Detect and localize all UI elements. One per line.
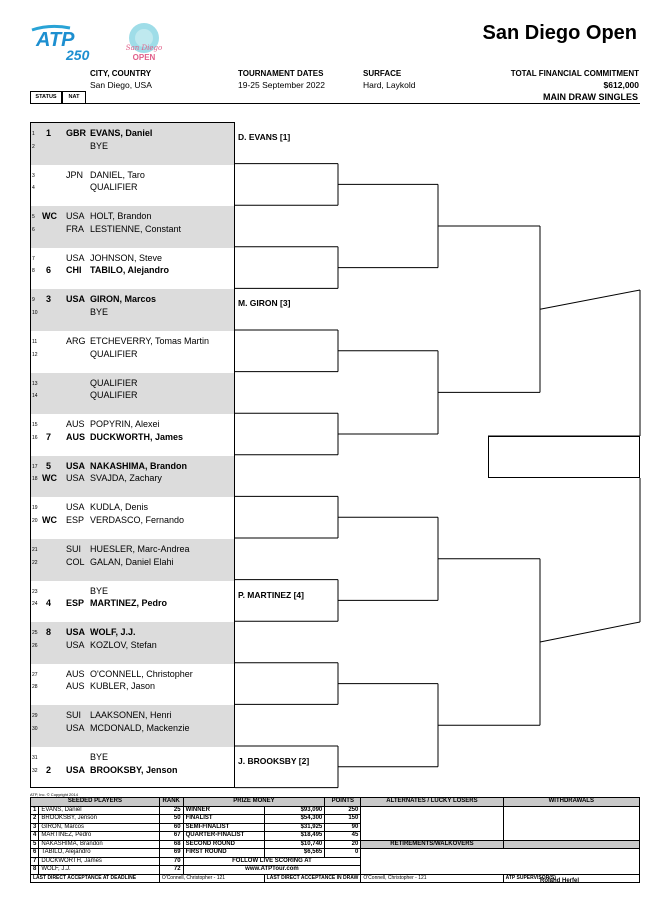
player-name: LESTIENNE, Constant: [90, 223, 182, 234]
line-number: 3: [32, 172, 35, 179]
player-nat: AUS: [66, 419, 85, 430]
live-scoring-label: FOLLOW LIVE SCORING AT: [183, 857, 361, 866]
line-number: 12: [32, 351, 38, 358]
prize-points: 150: [325, 815, 361, 824]
seed-status: 7: [46, 431, 52, 442]
seed-rank: 69: [159, 849, 183, 858]
seed-name: NAKASHIMA, Brandon: [39, 840, 160, 849]
nat-column-header: NAT: [62, 91, 86, 104]
svg-text:OPEN: OPEN: [132, 53, 156, 62]
player-name: QUALIFIER: [90, 182, 138, 193]
seed-name: MARTINEZ, Pedro: [39, 832, 160, 841]
line-number: 8: [32, 268, 35, 275]
prize-money: $18,495: [264, 832, 325, 841]
player-nat: USA: [66, 627, 86, 638]
commitment-label: TOTAL FINANCIAL COMMITMENT: [510, 69, 639, 78]
seed-number: 1: [31, 806, 39, 815]
line-number: 20: [32, 517, 38, 524]
prize-round: WINNER: [183, 806, 264, 815]
line-number: 25: [32, 630, 38, 637]
player-nat: USA: [66, 252, 85, 263]
seed-name: WOLF, J.J.: [39, 866, 160, 875]
player-name: KOZLOV, Stefan: [90, 639, 157, 650]
seed-status: 6: [46, 265, 52, 276]
line-number: 29: [32, 713, 38, 720]
seed-number: 3: [31, 823, 39, 832]
seed-rank: 70: [159, 857, 183, 866]
prize-money: $10,740: [264, 840, 325, 849]
player-name: EVANS, Daniel: [90, 128, 153, 138]
surface-label: SURFACE: [363, 69, 402, 78]
tournament-title: San Diego Open: [482, 22, 637, 44]
player-nat: USA: [66, 764, 86, 775]
player-name: MCDONALD, Mackenzie: [90, 722, 190, 733]
withdrawals-header: WITHDRAWALS: [503, 798, 639, 807]
line-number: 15: [32, 422, 38, 429]
seed-number: 5: [31, 840, 39, 849]
player-name: DUCKWORTH, James: [90, 431, 184, 442]
player-name: SVAJDA, Zachary: [90, 473, 162, 484]
city-value: San Diego, USA: [90, 80, 152, 90]
lda-draw-value: O'Connell, Christopher - 121: [361, 874, 503, 883]
player-nat: JPN: [66, 169, 84, 180]
seeded-players-header: SEEDED PLAYERS: [31, 798, 160, 807]
prize-money: $6,565: [264, 849, 325, 858]
seed-status: WC: [42, 211, 57, 222]
player-name: BYE: [90, 585, 109, 596]
player-name: BROOKSBY, Jenson: [90, 764, 178, 775]
seed-status: 4: [46, 598, 52, 609]
player-nat: CHI: [66, 265, 82, 276]
line-number: 22: [32, 559, 38, 566]
live-scoring-url: www.ATPTour.com: [183, 866, 361, 875]
player-name: BYE: [90, 140, 109, 151]
svg-text:San Diego: San Diego: [125, 44, 163, 52]
player-name: NAKASHIMA, Brandon: [90, 460, 187, 471]
bracket-line: [540, 622, 640, 642]
seed-name: GIRON, Marcos: [39, 823, 160, 832]
player-name: KUDLA, Denis: [90, 502, 149, 513]
seed-status: 3: [46, 294, 52, 305]
retirements-cell: [361, 849, 640, 875]
player-nat: USA: [66, 460, 86, 471]
surface-value: Hard, Laykold: [363, 80, 416, 90]
line-number: 23: [32, 588, 38, 595]
line-number: 27: [32, 671, 38, 678]
lda-draw-label: LAST DIRECT ACCEPTANCE IN DRAW: [264, 874, 361, 883]
seed-rank: 60: [159, 823, 183, 832]
player-name: VERDASCO, Fernando: [90, 514, 185, 525]
player-name: ETCHEVERRY, Tomas Martin: [90, 336, 210, 346]
line-number: 11: [32, 339, 38, 345]
supervisor-value: Roland Herfel: [540, 878, 580, 884]
seed-status: 8: [46, 627, 52, 638]
second-round-player: J. BROOKSBY [2]: [238, 756, 310, 766]
line-number: 6: [32, 226, 35, 233]
dates-label: TOURNAMENT DATES: [238, 69, 324, 78]
seed-number: 6: [31, 849, 39, 858]
player-nat: AUS: [66, 431, 86, 442]
prize-money: $54,300: [264, 815, 325, 824]
points-header: POINTS: [325, 798, 361, 807]
footer-table: [30, 797, 640, 883]
line-number: 7: [32, 255, 35, 262]
player-nat: USA: [66, 294, 86, 305]
prize-round: SEMI-FINALIST: [183, 823, 264, 832]
line-number: 26: [32, 642, 38, 649]
seed-status: 5: [46, 460, 52, 471]
city-label: CITY, COUNTRY: [90, 69, 152, 78]
seed-status: 1: [46, 128, 52, 138]
lda-value: O'Connell, Christopher - 121: [159, 874, 264, 883]
copyright: ATP, Inc. © Copyright 2014: [30, 792, 78, 797]
seed-rank: 25: [159, 806, 183, 815]
player-nat: AUS: [66, 668, 85, 679]
bracket-line: [540, 290, 640, 309]
alternates-header: ALTERNATES / LUCKY LOSERS: [361, 798, 503, 807]
player-name: O'CONNELL, Christopher: [90, 668, 193, 679]
player-name: WOLF, J.J.: [90, 627, 136, 638]
line-number: 17: [32, 463, 38, 470]
player-name: HOLT, Brandon: [90, 211, 152, 222]
seed-name: BROOKSBY, Jenson: [39, 815, 160, 824]
line-number: 9: [32, 297, 35, 304]
player-nat: USA: [66, 722, 85, 733]
prize-round: FINALIST: [183, 815, 264, 824]
retirements-header: RETIREMENTS/WALKOVERS: [361, 840, 503, 849]
main-draw-label: MAIN DRAW SINGLES: [542, 92, 638, 102]
prize-points: 20: [325, 840, 361, 849]
line-number: 2: [32, 143, 35, 150]
rank-header: RANK: [159, 798, 183, 807]
seed-rank: 50: [159, 815, 183, 824]
seed-status: 2: [46, 764, 52, 775]
prize-round: SECOND ROUND: [183, 840, 264, 849]
line-number: 18: [32, 476, 38, 483]
seed-rank: 67: [159, 832, 183, 841]
second-round-player: M. GIRON [3]: [238, 298, 291, 309]
player-nat: ESP: [66, 598, 85, 609]
seed-status: WC: [42, 514, 57, 525]
player-name: KUBLER, Jason: [90, 681, 156, 692]
line-number: 28: [32, 684, 38, 691]
player-name: QUALIFIER: [90, 390, 138, 401]
footer-row: [31, 798, 640, 807]
seed-name: TABILO, Alejandro: [39, 849, 160, 858]
prize-money: $31,925: [264, 823, 325, 832]
prize-money-header: PRIZE MONEY: [183, 798, 325, 807]
prize-points: 0: [325, 849, 361, 858]
withdrawals-cell: [503, 806, 639, 840]
seed-rank: 68: [159, 840, 183, 849]
supervisor-label: ATP SUPERVISOR(S): [503, 874, 639, 883]
line-number: 1: [32, 131, 35, 137]
line-number: 5: [32, 214, 35, 221]
retirements-header-pad: [503, 840, 639, 849]
player-nat: SUI: [66, 544, 82, 554]
footer-row: [31, 849, 640, 858]
line-number: 14: [32, 393, 38, 400]
footer-row: [31, 806, 640, 815]
player-nat: GBR: [66, 128, 86, 138]
footer-row: [31, 840, 640, 849]
second-round-player: P. MARTINEZ [4]: [238, 589, 304, 600]
prize-points: 90: [325, 823, 361, 832]
prize-points: 45: [325, 832, 361, 841]
player-name: GALAN, Daniel Elahi: [90, 556, 174, 567]
player-name: QUALIFIER: [90, 348, 138, 359]
svg-text:ATP: ATP: [36, 29, 75, 51]
line-number: 10: [32, 309, 38, 316]
player-name: POPYRIN, Alexei: [90, 419, 160, 430]
line-number: 31: [32, 755, 38, 761]
player-nat: ESP: [66, 514, 85, 525]
seed-name: EVANS, Daniel: [39, 806, 160, 815]
dates-value: 19-25 September 2022: [238, 80, 325, 90]
player-nat: USA: [66, 473, 85, 484]
player-nat: ARG: [66, 336, 86, 346]
seed-number: 4: [31, 832, 39, 841]
status-column-header: STATUS: [30, 91, 62, 104]
seed-rank: 72: [159, 866, 183, 875]
seed-number: 7: [31, 857, 39, 866]
player-nat: SUI: [66, 710, 82, 721]
player-name: BYE: [90, 752, 109, 762]
second-round-player: D. EVANS [1]: [238, 132, 291, 142]
svg-text:250: 250: [66, 47, 90, 63]
prize-round: FIRST ROUND: [183, 849, 264, 858]
player-nat: AUS: [66, 681, 85, 692]
line-number: 32: [32, 767, 38, 774]
lda-label: LAST DIRECT ACCEPTANCE AT DEADLINE: [31, 874, 160, 883]
line-number: 24: [32, 601, 38, 608]
prize-points: 250: [325, 806, 361, 815]
winner-box: [488, 436, 640, 478]
player-nat: USA: [66, 639, 85, 650]
player-name: JOHNSON, Steve: [90, 252, 163, 263]
line-number: 16: [32, 434, 38, 441]
player-name: DANIEL, Taro: [90, 169, 145, 180]
player-nat: USA: [66, 502, 85, 513]
player-nat: COL: [66, 556, 85, 567]
line-number: 21: [32, 547, 38, 553]
commitment-value: $612,000: [603, 80, 639, 90]
seed-name: DUCKWORTH, James: [39, 857, 160, 866]
alternates-cell: [361, 806, 503, 840]
seed-status: WC: [42, 473, 57, 484]
player-name: TABILO, Alejandro: [90, 265, 170, 276]
prize-round: QUARTER-FINALIST: [183, 832, 264, 841]
player-name: QUALIFIER: [90, 377, 138, 388]
player-name: MARTINEZ, Pedro: [90, 598, 168, 609]
line-number: 19: [32, 505, 38, 512]
player-nat: FRA: [66, 223, 84, 234]
prize-money: $93,090: [264, 806, 325, 815]
line-number: 13: [32, 380, 38, 387]
player-name: BYE: [90, 306, 109, 317]
seed-number: 8: [31, 866, 39, 875]
player-name: LAAKSONEN, Henri: [90, 710, 172, 721]
player-name: GIRON, Marcos: [90, 294, 157, 305]
player-nat: USA: [66, 211, 85, 222]
player-name: HUESLER, Marc-Andrea: [90, 544, 190, 554]
line-number: 30: [32, 725, 38, 732]
seed-number: 2: [31, 815, 39, 824]
line-number: 4: [32, 185, 35, 192]
